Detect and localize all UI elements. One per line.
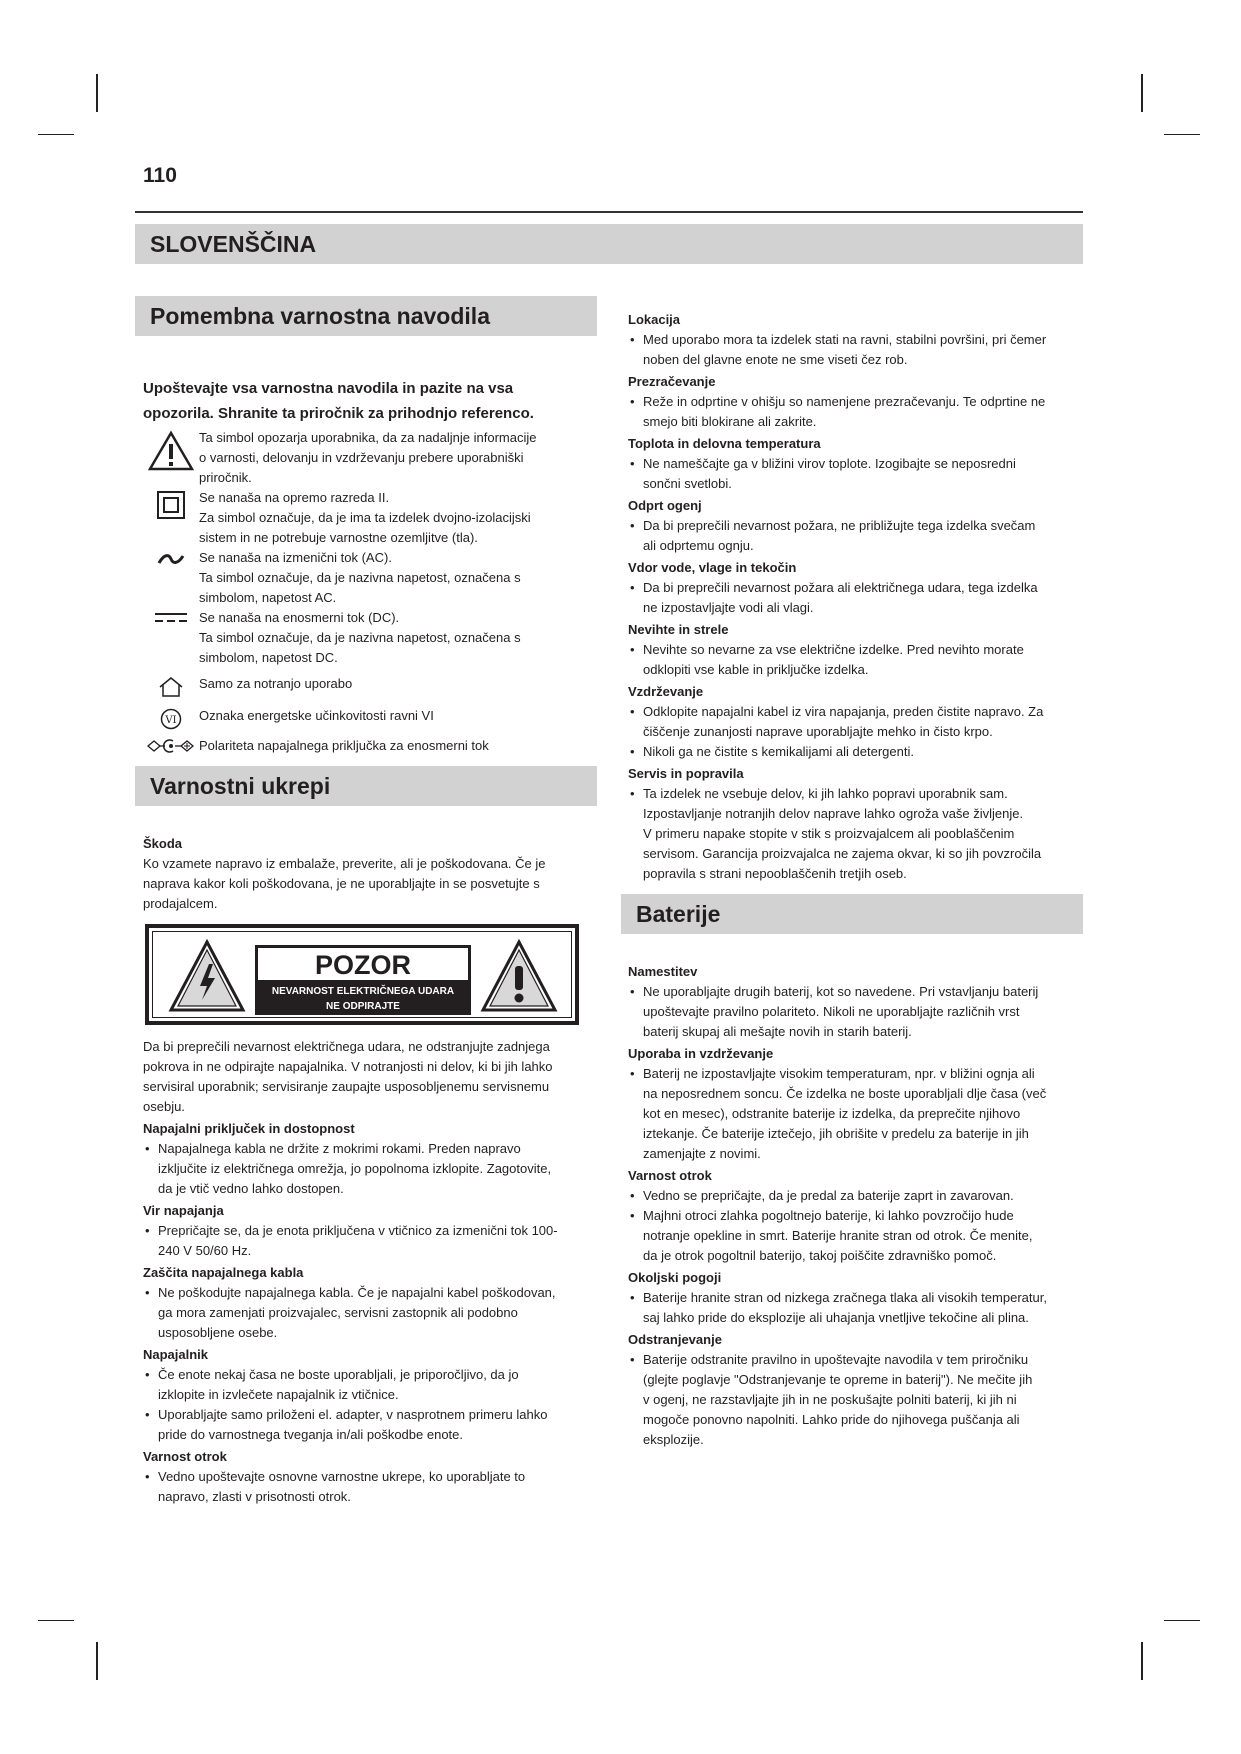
crop-mark [1141,1642,1143,1680]
section-heading: Servis in popravila [628,766,744,781]
caution-label [145,924,579,1025]
list-item: • Ne poškodujte napajalnega kabla. Če je napajalni kabel poškodovan, ga mora zamenjati proizvajalec, servisni zastopnik ali podobno usposobljene osebe. [143,1283,597,1343]
symbol-row: VI Oznaka energetske učinkovitosti ravni VI [135,706,597,730]
section-title-measures: Varnostni ukrepi [135,766,597,806]
exclamation-triangle-icon [479,938,559,1014]
list-item: • Baterij ne izpostavljajte visokim temperaturam, npr. v bližini ognja ali na neposrednem soncu. Če izdelka ne boste uporabljali dlje časa (več kot en mesec), odstranite baterije iz izdelka, da preprečite njihovo iztekanje. Če baterije iztečejo, jih obrišite v predelu za baterije in jih zamenjajte z novimi. [628,1064,1083,1164]
crop-mark [96,74,98,112]
list-item: • Ne uporabljajte drugih baterij, kot so navedene. Pri vstavljanju baterij upoštevajte pravilno polariteto. Nikoli ne uporabljajte različnih vrst baterij skupaj ali mešajte novih in starih baterij. [628,982,1083,1042]
section-heading: Škoda [143,836,183,851]
lightning-triangle-icon [167,938,247,1014]
list-item: • Da bi preprečili nevarnost požara ali električnega udara, tega izdelka ne izpostavljajte vodi ali vlagi. [628,578,1083,618]
crop-mark [1164,1620,1200,1621]
section-heading: Prezračevanje [628,374,716,389]
damage-block: Škoda Ko vzamete napravo iz embalaže, preverite, ali je poškodovana. Če je naprava kakor koli poškodovana, je ne uporabljajte in se posvetujte s prodajalcem. [135,834,597,914]
section-heading: Napajalnik [143,1347,209,1362]
dc-lines-icon [143,608,199,626]
crop-mark [38,134,74,135]
symbol-row: Samo za notranjo uporabo [135,674,597,698]
crop-mark [38,1620,74,1621]
header-rule [135,211,1083,213]
section-heading: Zaščita napajalnega kabla [143,1265,304,1280]
caution-subtitle: NEVARNOST ELEKTRIČNEGA UDARA NE ODPIRAJTE [255,983,471,1015]
class-ii-double-square-icon [143,488,199,520]
symbol-row: Polariteta napajalnega priključka za enosmerni tok [135,736,597,756]
list-item: • Baterije hranite stran od nizkega zračnega tlaka ali visokih temperatur, saj lahko pride do eksplozije ali uhajanja vnetljive tekočine ali plina. [628,1288,1083,1328]
caution-title: POZOR [255,945,471,983]
section-heading: Varnost otrok [628,1168,712,1183]
list-item: • Da bi preprečili nevarnost požara, ne približujte tega izdelka svečam ali odprtemu ognju. [628,516,1083,556]
crop-mark [96,1642,98,1680]
section-title-important: Pomembna varnostna navodila [135,296,597,336]
efficiency-vi-icon [143,706,199,730]
symbol-row: Se nanaša na opremo razreda II. Za simbol označuje, da je ima ta izdelek dvojno-izolacijski sistem in ne potrebuje varnostne ozemljitve (tla). [135,488,597,548]
section-heading: Nevihte in strele [628,622,729,637]
crop-mark [1141,74,1143,112]
section-heading: Odstranjevanje [628,1332,722,1347]
list-item: • Vedno se prepričajte, da je predal za baterije zaprt in zavarovan. [628,1186,1083,1206]
list-item: • Med uporabo mora ta izdelek stati na ravni, stabilni površini, pri čemer noben del glavne enote ne sme viseti čez rob. [628,330,1083,370]
list-item: • Majhni otroci zlahka pogoltnejo baterije, ki lahko povzročijo hude notranje opekline in smrt. Baterije hranite stran od otrok. Če menite, da je otrok pogoltnil baterijo, takoj poiščite zdravniško pomoč. [628,1206,1083,1266]
section-heading: Okoljski pogoji [628,1270,722,1285]
list-item: • Odklopite napajalni kabel iz vira napajanja, preden čistite napravo. Za čiščenje zunanjosti naprave uporabljajte mehko in čisto krpo. [628,702,1083,742]
list-item: • Če enote nekaj časa ne boste uporabljali, je priporočljivo, da jo izklopite in izvlečete napajalnik iz vtičnice. [143,1365,597,1405]
list-item: • Reže in odprtine v ohišju so namenjene prezračevanju. Te odprtine ne smejo biti blokirane ali zakrite. [628,392,1083,432]
symbol-row: Se nanaša na izmenični tok (AC). Ta simbol označuje, da je nazivna napetost, označena s simbolom, napetost AC. [135,548,597,608]
list-item: • Prepričajte se, da je enota priključena v vtičnico za izmenični tok 100- 240 V 50/60 Hz. [143,1221,597,1261]
list-item: • Nevihte so nevarne za vse električne izdelke. Pred nevihto morate odklopiti vse kable in priključke izdelka. [628,640,1083,680]
section-heading: Toplota in delovna temperatura [628,436,821,451]
indoor-house-icon [143,674,199,698]
page-number: 110 [143,164,177,187]
caution-text: Da bi preprečili nevarnost električnega udara, ne odstranjujte zadnjega pokrova in ne odpirajte napajalnika. V notranjosti ni delov, ki bi jih lahko servisiral uporabnik; servisiranje zaupajte usposobljenemu servisnemu osebju. [143,1039,553,1114]
list-item: • Ta izdelek ne vsebuje delov, ki jih lahko popravi uporabnik sam. Izpostavljanje notranjih delov naprave lahko ogroža vaše življenje. V primeru napake stopite v stik s proizvajalcem ali pooblaščenim servisom. Garancija proizvajalca ne zajema okvar, ki so jih povzročila popravila s strani nepooblaščenih tretjih oseb. [628,784,1083,884]
right-column [620,308,1083,1450]
list-item: • Vedno upoštevajte osnovne varnostne ukrepe, ko uporabljate to napravo, zlasti v prisotnosti otrok. [143,1467,597,1507]
battery-sections [620,962,1083,1450]
section-heading: Odprt ogenj [628,498,702,513]
svg-text:VI: VI [165,715,177,726]
section-heading: Lokacija [628,312,681,327]
crop-mark [1164,134,1200,135]
ac-tilde-icon [143,548,199,570]
section-title-batteries: Baterije [621,894,1083,934]
symbol-row: Se nanaša na enosmerni tok (DC). Ta simbol označuje, da je nazivna napetost, označena s simbolom, napetost DC. [135,608,597,668]
section-heading: Napajalni priključek in dostopnost [143,1121,355,1136]
symbol-row: Ta simbol opozarja uporabnika, da za nadaljnje informacije o varnosti, delovanju in vzdrževanju prebere uporabniški priročnik. [135,428,597,488]
measures-sections [135,1119,597,1507]
language-title: SLOVENŠČINA [135,224,1083,264]
symbol-list [135,428,597,756]
section-heading: Varnost otrok [143,1449,227,1464]
list-item: • Baterije odstranite pravilno in upoštevajte navodila v tem priročniku (glejte poglavje "Odstranjevanje te opreme in baterij"). Ne mečite jih v ogenj, ne razstavljajte jih in ne poskušajte polniti baterij, ki jih ni mogoče ponovno napolniti. Lahko pride do njihovega puščanja ali eksplozije. [628,1350,1083,1450]
section-heading: Vzdrževanje [628,684,704,699]
section-heading: Vir napajanja [143,1203,224,1218]
section-heading: Namestitev [628,964,698,979]
warning-triangle-icon [143,428,199,472]
section-heading: Vdor vode, vlage in tekočin [628,560,797,575]
right-sections [620,310,1083,884]
polarity-icon [143,736,199,754]
left-column [135,296,597,1507]
section-heading: Uporaba in vzdrževanje [628,1046,774,1061]
list-item: • Nikoli ga ne čistite s kemikalijami ali detergenti. [628,742,1083,762]
list-item: • Napajalnega kabla ne držite z mokrimi rokami. Preden napravo izključite iz električnega omrežja, jo popolnoma izklopite. Zagotovite, da je vtič vedno lahko dostopen. [143,1139,597,1199]
intro-text: Upoštevajte vsa varnostna navodila in pazite na vsa opozorila. Shranite ta priročnik za prihodnjo referenco. [143,380,534,422]
list-item: • Ne nameščajte ga v bližini virov toplote. Izogibajte se neposredni sončni svetlobi. [628,454,1083,494]
list-item: • Uporabljajte samo priloženi el. adapter, v nasprotnem primeru lahko pride do varnostnega tveganja in/ali poškodbe enote. [143,1405,597,1445]
